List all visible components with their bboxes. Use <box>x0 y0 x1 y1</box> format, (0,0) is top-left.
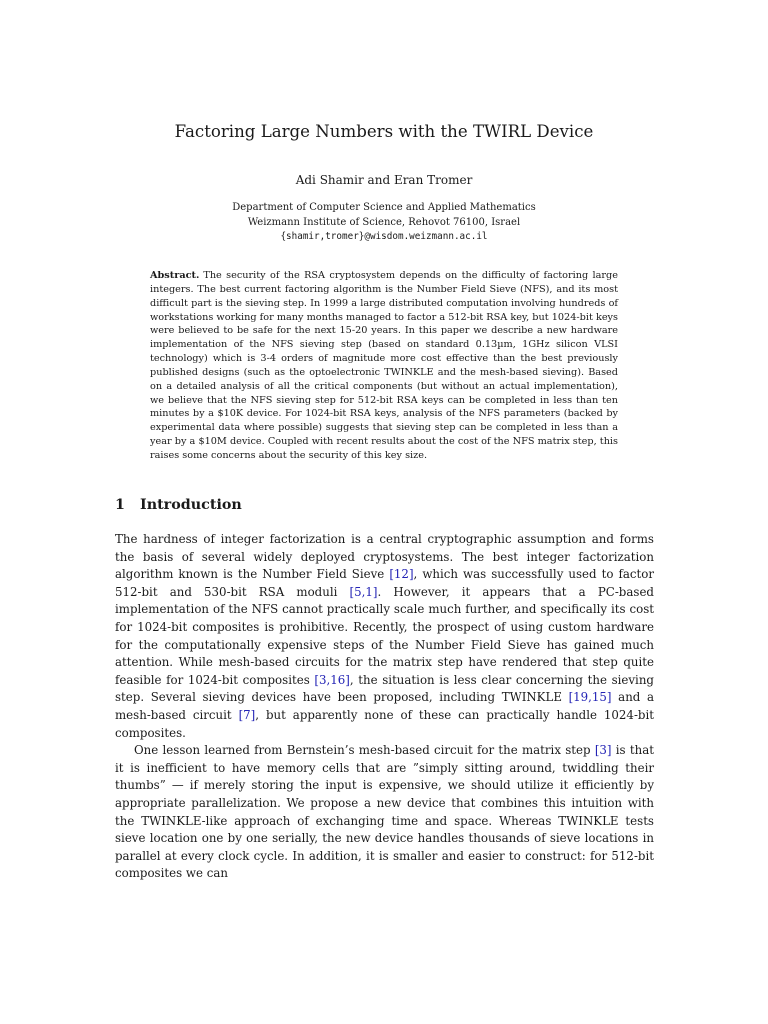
citation-link[interactable]: [12] <box>389 567 414 582</box>
citation-link[interactable]: [5,1] <box>349 584 378 599</box>
paragraph-text: and a mesh-based circuit <box>115 690 655 722</box>
section-number: 1 <box>115 497 125 513</box>
paragraph-text: , which was successfully used to factor 512-bit and 530-bit RSA moduli <box>115 567 654 599</box>
paragraph <box>115 531 654 742</box>
paragraph-text: , the situation is less clear concerning the sieving step. Several sieving devices have been proposed, including TWINKLE <box>115 672 654 705</box>
author-email: {shamir,tromer}@wisdom.weizmann.ac.il <box>280 231 488 242</box>
section-title: Introduction <box>140 497 242 513</box>
citation-link[interactable]: [7] <box>238 707 256 722</box>
paragraph-text: . However, it appears that a PC-based implementation of the NFS cannot practically scale much further, and specifically its cost for 1024-bit composites is prohibitive. Recently, the prospect of using custom hardware for the computationally expensive steps of the Number Field Sieve has gained much attention. While mesh-based circuits for the matrix step have rendered that step quite feasible for 1024-bit composites <box>115 584 654 687</box>
abstract-text: The security of the RSA cryptosystem depends on the difficulty of factoring large integers. The best current factoring algorithm is the Number Field Sieve (NFS), and its most difficult part is the sieving step. In 1999 a large distributed computation involving hundreds of workstations working for many months managed to factor a 512-bit RSA key, but 1024-bit keys were believed to be safe for the next 15-20 years. In this paper we describe a new hardware implementation of the NFS sieving step (based on standard 0.13µm, 1GHz silicon VLSI technology) which is 3-4 orders of magnitude more cost effective than the best previously published designs (such as the optoelectronic TWINKLE and the mesh-based sieving). Based on a detailed analysis of all the critical components (but without an actual implementation), we believe that the NFS sieving step for 512-bit RSA keys can be completed in less than ten minutes by a $10K device. For 1024-bit RSA keys, analysis of the NFS parameters (backed by experimental data where possible) suggests that sieving step can be completed in less than a year by a $10M device. Coupled with recent results about the cost of the NFS matrix step, this raises some concerns about the security of this key size. <box>150 270 618 461</box>
body-text <box>115 531 654 883</box>
affiliation-institute: Weizmann Institute of Science, Rehovot 76100, Israel <box>247 216 521 228</box>
paragraph-text: The hardness of integer factorization is a central cryptographic assumption and forms the basis of several widely deployed cryptosystems. The best integer factorization algorithm known is the Number Field Sieve <box>115 532 654 582</box>
paragraph-text: , but apparently none of these can practically handle 1024-bit composites. <box>115 707 654 740</box>
affiliation <box>0 201 768 245</box>
abstract <box>150 269 618 463</box>
affiliation-department: Department of Computer Science and Applied Mathematics <box>232 202 536 213</box>
section-heading <box>115 495 242 515</box>
paragraph-text: is that it is inefficient to have memory cells that are ”simply sitting around, twiddling their thumbs” — if merely storing the input is expensive, we should utilize it efficiently by appropriate parallelization. We propose a new device that combines this intuition with the TWINKLE-like approach of exchanging time and space. Whereas TWINKLE tests sieve location one by one serially, the new device handles thousands of sieve locations in parallel at every clock cycle. In addition, it is smaller and easier to construct: for 512-bit composites we can <box>115 743 654 881</box>
abstract-label: Abstract. <box>150 270 200 281</box>
paragraph-text: One lesson learned from Bernstein’s mesh-based circuit for the matrix step <box>134 743 595 758</box>
citation-link[interactable]: [19,15] <box>568 690 612 705</box>
authors: Adi Shamir and Eran Tromer <box>295 173 473 187</box>
paragraph <box>115 742 654 883</box>
paper-title: Factoring Large Numbers with the TWIRL Device <box>174 122 594 141</box>
citation-link[interactable]: [3,16] <box>314 672 350 687</box>
citation-link[interactable]: [3] <box>594 743 612 758</box>
